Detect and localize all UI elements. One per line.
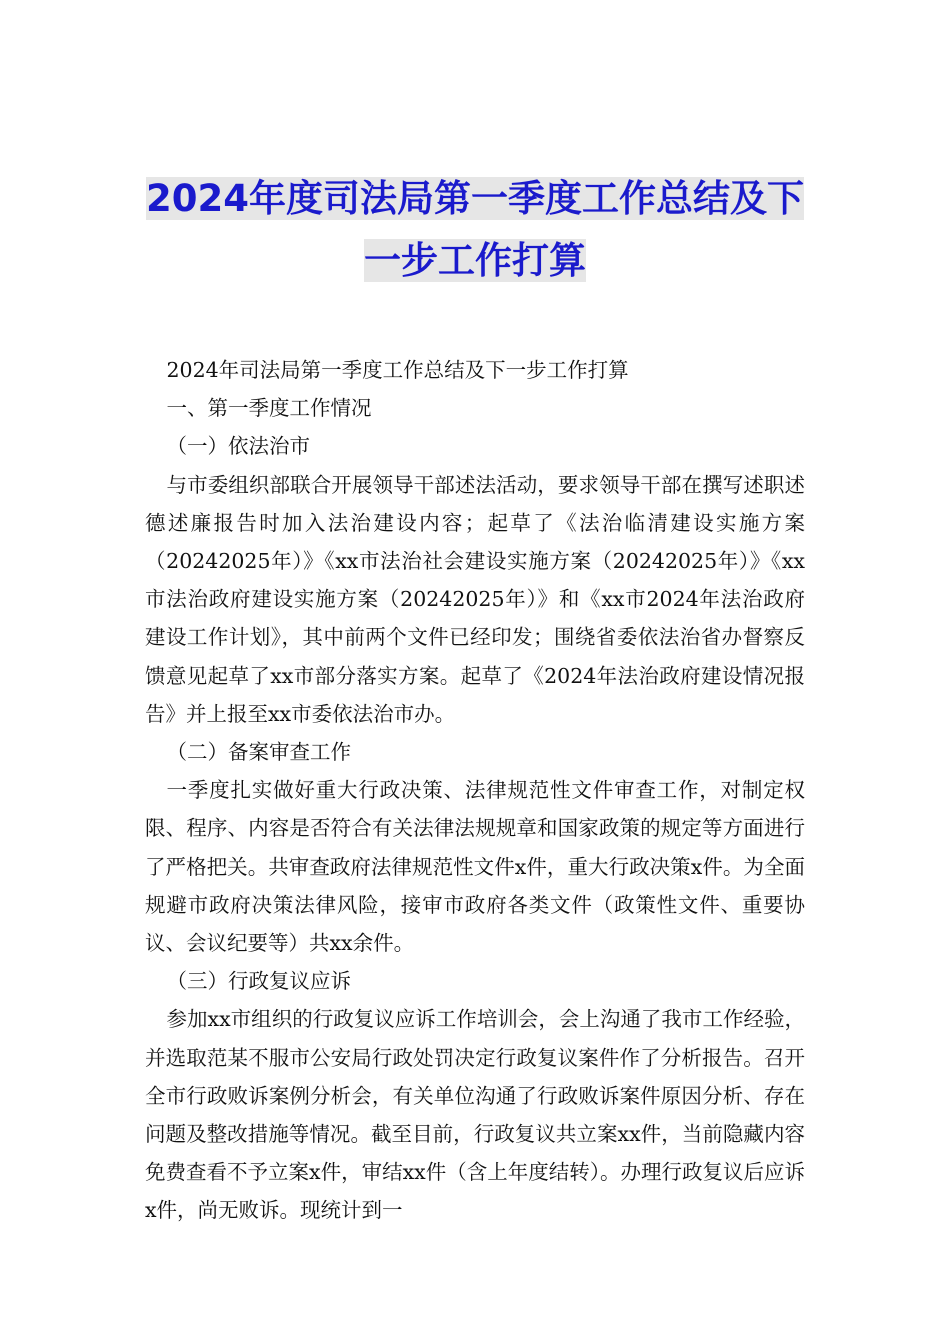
title-text: 2024年度司法局第一季度工作总结及下一步工作打算: [146, 177, 804, 282]
paragraph: 一季度扎实做好重大行政决策、法律规范性文件审查工作，对制定权限、程序、内容是否符合有关法律法规规章和国家政策的规定等方面进行了严格把关。共审查政府法律规范性文件x件，重大行政决策x件。为全面规避市政府决策法律风险，接审市政府各类文件（政策性文件、重要协议、会议纪要等）共xx余件。: [145, 778, 805, 956]
subsection-heading: （三）行政复议应诉: [166, 969, 352, 994]
document-title: [130, 172, 820, 296]
subsection-heading: （一）依法治市: [166, 434, 311, 459]
paragraph: 与市委组织部联合开展领导干部述法活动，要求领导干部在撰写述职述德述廉报告时加入法治建设内容；起草了《法治临清建设实施方案（20242025年）》《xx市法治社会建设实施方案（20242025年）》《xx市法治政府建设实施方案（20242025年）》和《xx市2024年法治政府建设工作计划》，其中前两个文件已经印发；围绕省委依法治省办督察反馈意见起草了xx市部分落实方案。起草了《2024年法治政府建设情况报告》并上报至xx市委依法治市办。: [145, 472, 805, 726]
paragraph: 参加xx市组织的行政复议应诉工作培训会，会上沟通了我市工作经验，并选取范某不服市公安局行政处罚决定行政复议案件作了分析报告。召开全市行政败诉案例分析会，有关单位沟通了行政败诉案件原因分析、存在问题及整改措施等情况。截至目前，行政复议共立案xx件，当前隐藏内容免费查看不予立案x件，审结xx件（含上年度结转）。办理行政复议后应诉x件，尚无败诉。现统计到一: [145, 1007, 805, 1223]
section-heading: 一、第一季度工作情况: [166, 396, 372, 421]
subsection-heading: （二）备案审查工作: [166, 740, 352, 765]
document-body: [145, 351, 805, 1230]
subtitle-line: 2024年司法局第一季度工作总结及下一步工作打算: [166, 358, 629, 382]
